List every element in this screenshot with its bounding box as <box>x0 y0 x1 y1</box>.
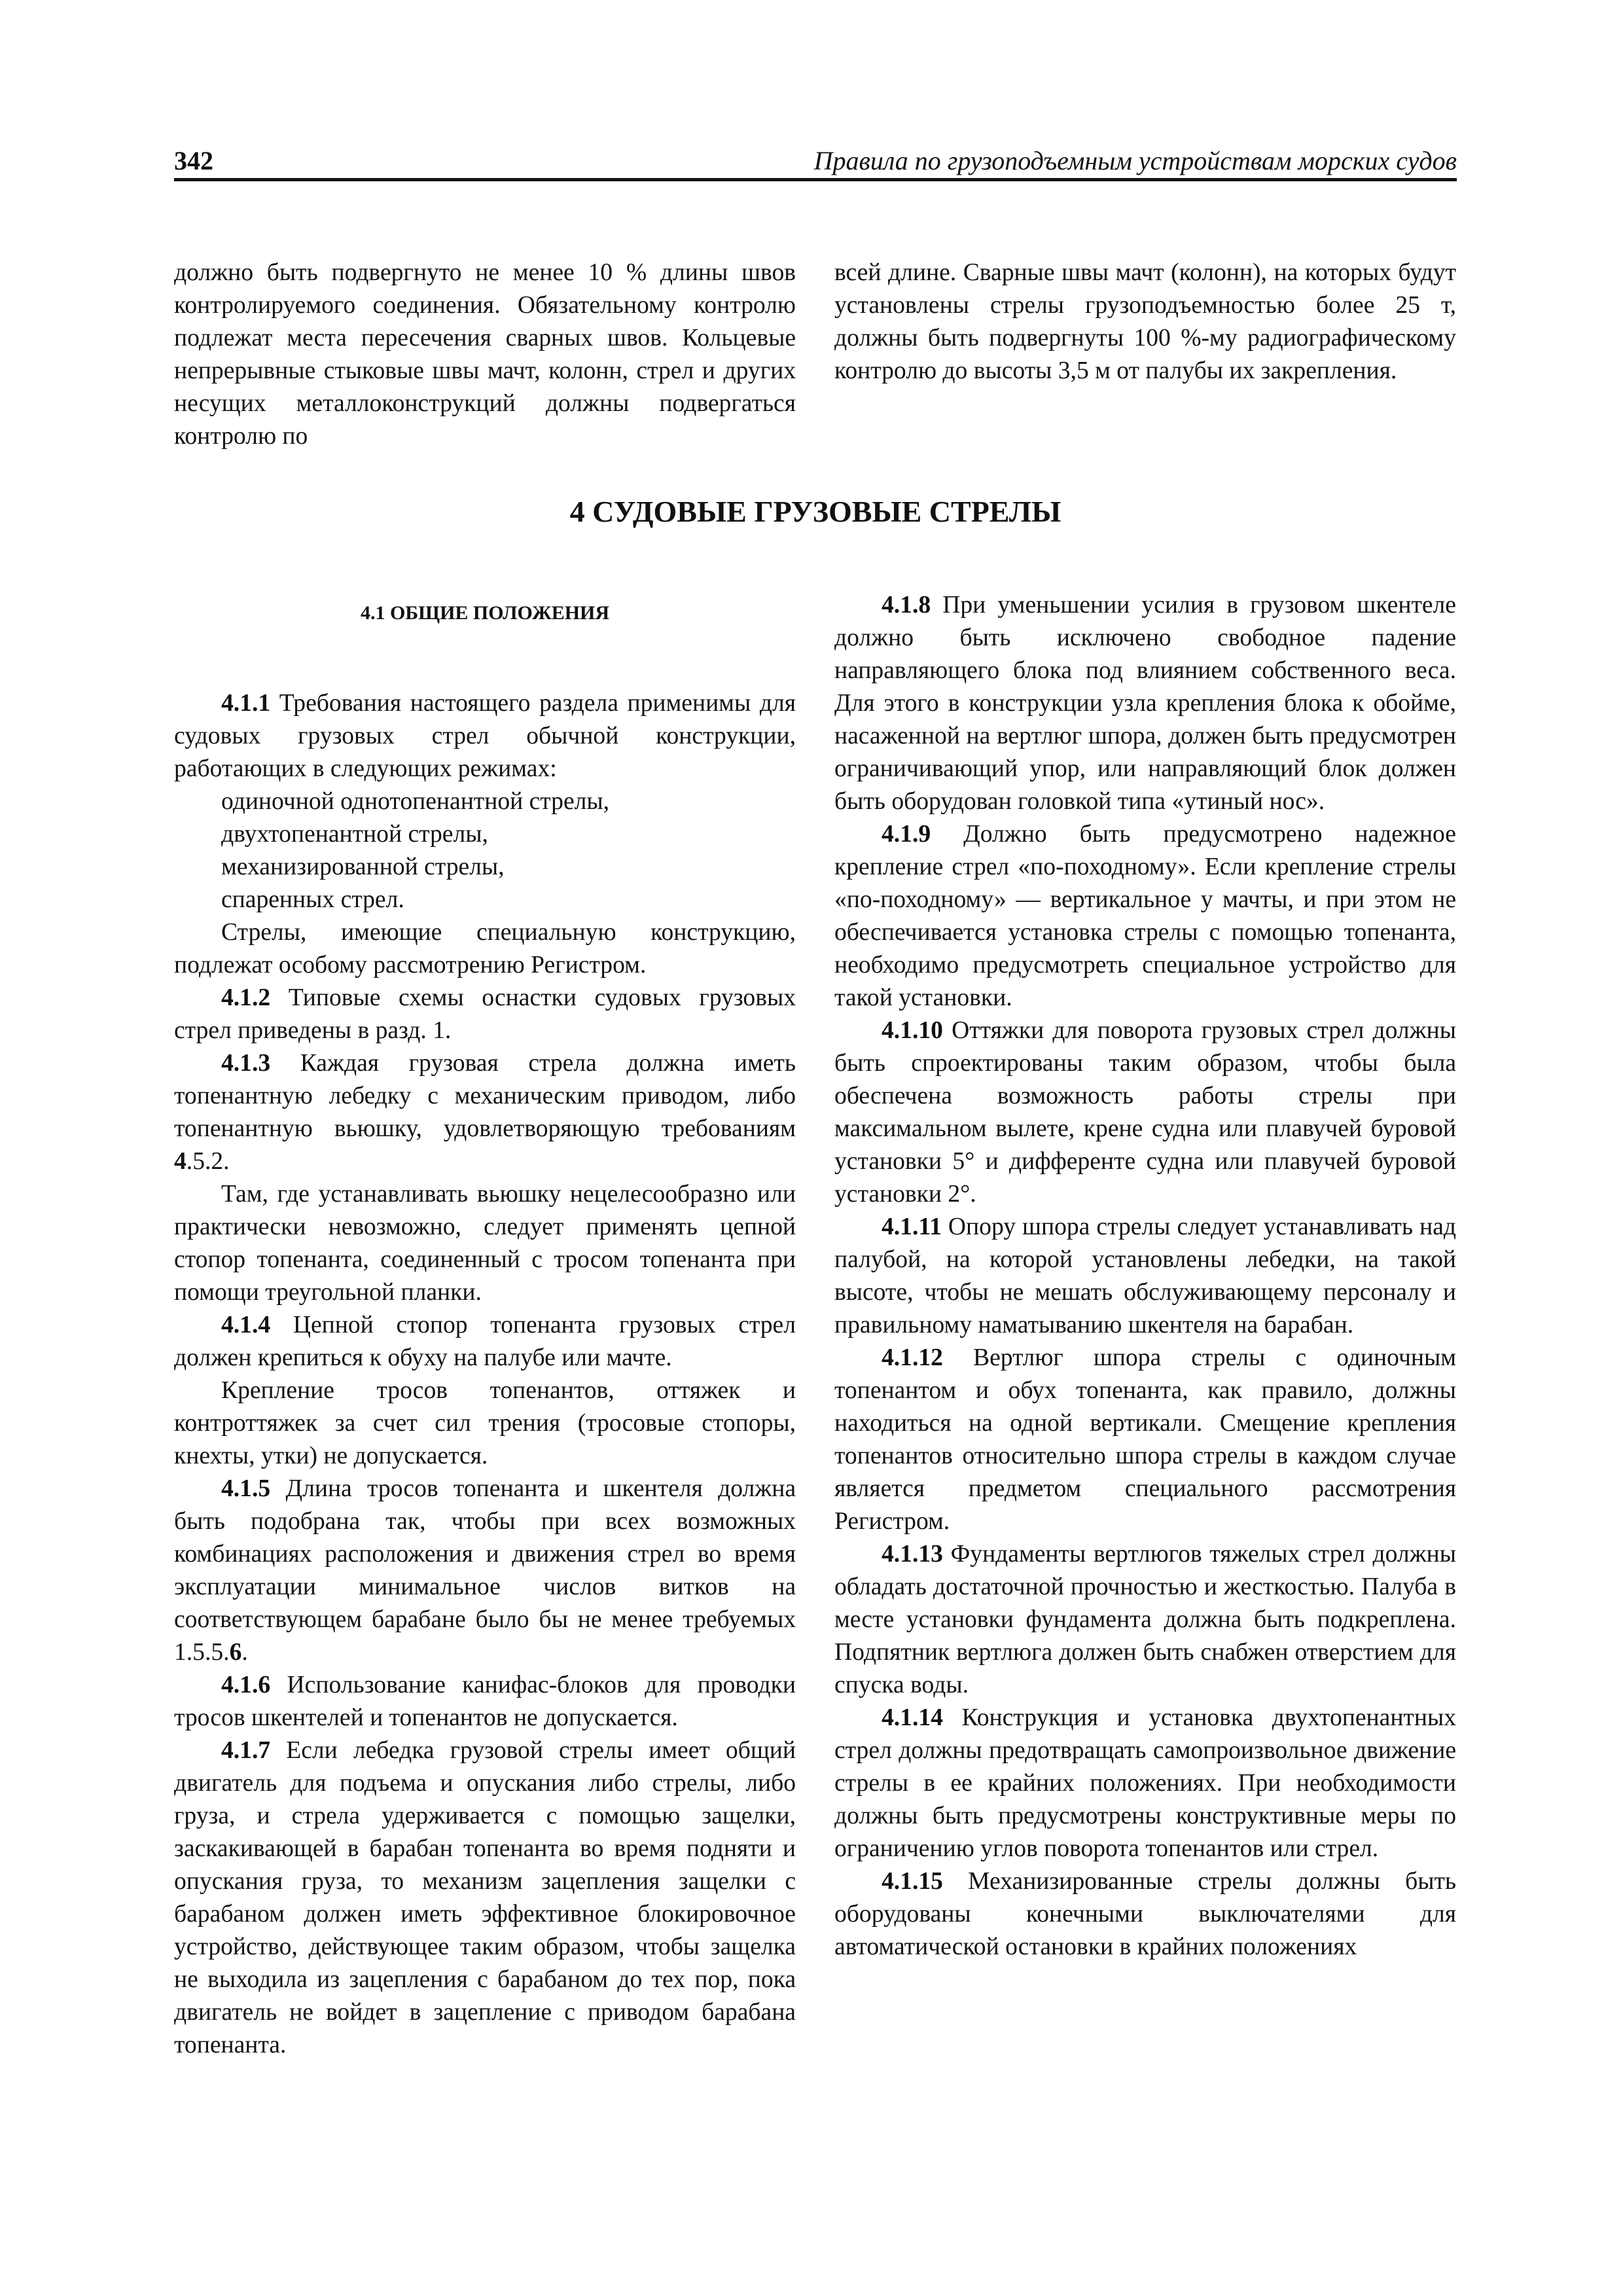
paragraph-4-1-5: 4.1.5 Длина тросов топенанта и шкентеля должна быть подобрана так, чтобы при всех возможных комбинациях расположения и движения стрел во время эксплуатации минимальное числов витков на соответствующем барабане было бы не менее требуемых 1.5.5.6. <box>174 1475 796 1666</box>
paragraph-4-1-6: 4.1.6 Использование канифас-блоков для проводки тросов шкентелей и топенантов не допускается. <box>174 1672 796 1731</box>
running-title: Правила по грузоподъемным устройствам морских судов <box>813 146 1457 175</box>
list-item: спаренных стрел. <box>221 886 404 913</box>
subsection-title: 4.1 ОБЩИЕ ПОЛОЖЕНИЯ <box>360 602 610 624</box>
paragraph-4-1-9: 4.1.9 Должно быть предусмотрено надежное крепление стрел «по-походному». Если крепление стрелы «по-походному» — вертикальное у мачты, и при этом не обеспечивается установка стрелы с помощью топенанта, необходимо предусмотреть специальное устройство для такой установки. <box>834 821 1456 1011</box>
intro-right-paragraph: всей длине. Сварные швы мачт (колонн), на которых будут установлены стрелы грузоподъемностью более 25 т, должны быть подвергнуты 100 %-му радиографическому контролю до высоты 3,5 м от палубы их закрепления. <box>834 259 1456 384</box>
intro-left-column <box>174 257 796 453</box>
paragraph-4-1-4-tail: Крепление тросов топенантов, оттяжек и контроттяжек за счет сил трения (тросовые стопоры, кнехты, утки) не допускается. <box>174 1377 796 1469</box>
section-title: 4 СУДОВЫЕ ГРУЗОВЫЕ СТРЕЛЫ <box>569 495 1061 528</box>
header-rule <box>174 178 1457 181</box>
paragraph-4-1-10: 4.1.10 Оттяжки для поворота грузовых стрел должны быть спроектированы таким образом, чтобы была обеспечена возможность работы стрелы при максимальном вылете, крене судна или плавучей буровой установки 5° и дифференте судна или плавучей буровой установки 2°. <box>834 1017 1456 1208</box>
paragraph-4-1-4: 4.1.4 Цепной стопор топенанта грузовых стрел должен крепиться к обуху на палубе или мачте. <box>174 1312 796 1371</box>
intro-right-column <box>834 257 1456 387</box>
paragraph-4-1-3: 4.1.3 Каждая грузовая стрела должна иметь топенантную лебедку с механическим приводом, либо топенантную вьюшку, удовлетворяющую требованиям 4.5.2. <box>174 1050 796 1175</box>
list-item: двухтопенантной стрелы, <box>221 821 488 848</box>
page-header <box>174 145 1457 178</box>
paragraph-4-1-12: 4.1.12 Вертлюг шпора стрелы с одиночным топенантом и обух топенанта, как правило, должны находиться на одной вертикали. Смещение крепления топенантов относительно шпора стрелы в каждом случае является предметом специального рассмотрения Регистром. <box>834 1344 1456 1535</box>
paragraph-4-1-15: 4.1.15 Механизированные стрелы должны быть оборудованы конечными выключателями для автоматической остановки в крайних положениях <box>834 1868 1456 1960</box>
page-number: 342 <box>174 146 213 175</box>
paragraph-4-1-8: 4.1.8 При уменьшении усилия в грузовом шкентеле должно быть исключено свободное падение направляющего блока под влиянием собственного веса. Для этого в конструкции узла крепления блока к обойме, насаженной на вертлюг шпора, должен быть предусмотрен ограничивающий упор, или направляющий блок должен быть оборудован головкой типа «утиный нос». <box>834 592 1456 815</box>
left-column <box>174 687 796 2062</box>
paragraph-4-1-7: 4.1.7 Если лебедка грузовой стрелы имеет общий двигатель для подъема и опускания либо стрелы, либо груза, и стрела удерживается с помощью защелки, заскакивающей в барабан топенанта во время подняти и опускания груза, то механизм зацепления защелки с барабаном должен иметь эффективное блокировочное устройство, действующее таким образом, чтобы защелка не выходила из зацепления с барабаном до тех пор, пока двигатель не войдет в зацепление с приводом барабана топенанта. <box>174 1737 796 2058</box>
list-item: одиночной однотопенантной стрелы, <box>221 788 610 815</box>
paragraph-4-1-1: 4.1.1 Требования настоящего раздела применимы для судовых грузовых стрел обычной конструкции, работающих в следующих режимах: <box>174 690 796 782</box>
paragraph-4-1-3-tail: Там, где устанавливать вьюшку нецелесообразно или практически невозможно, следует применять цепной стопор топенанта, соединенный с тросом топенанта при помощи треугольной планки. <box>174 1181 796 1306</box>
paragraph-4-1-11: 4.1.11 Опору шпора стрелы следует устанавливать над палубой, на которой установлены лебедки, на такой высоте, чтобы не мешать обслуживающему персоналу и правильному наматыванию шкентеля на барабан. <box>834 1213 1456 1338</box>
paragraph-4-1-13: 4.1.13 Фундаменты вертлюгов тяжелых стрел должны обладать достаточной прочностью и жесткостью. Палуба в месте установки фундамента должна быть подкреплена. Подпятник вертлюга должен быть снабжен отверстием для спуска воды. <box>834 1541 1456 1698</box>
paragraph-4-1-1-tail: Стрелы, имеющие специальную конструкцию, подлежат особому рассмотрению Регистром. <box>174 919 796 978</box>
right-column <box>834 589 1456 1964</box>
intro-left-paragraph: должно быть подвергнуто не менее 10 % длины швов контролируемого соединения. Обязательному контролю подлежат места пересечения сварных швов. Кольцевые непрерывные стыковые швы мачт, колонн, стрел и других несущих металлоконструкций должны подвергаться контролю по <box>174 259 796 450</box>
list-item: механизированной стрелы, <box>221 853 505 880</box>
paragraph-4-1-2: 4.1.2 Типовые схемы оснастки судовых грузовых стрел приведены в разд. 1. <box>174 984 796 1044</box>
paragraph-4-1-14: 4.1.14 Конструкция и установка двухтопенантных стрел должны предотвращать самопроизвольное движение стрелы в ее крайних положениях. При необходимости должны быть предусмотрены конструктивные меры по ограничению углов поворота топенантов или стрел. <box>834 1704 1456 1862</box>
